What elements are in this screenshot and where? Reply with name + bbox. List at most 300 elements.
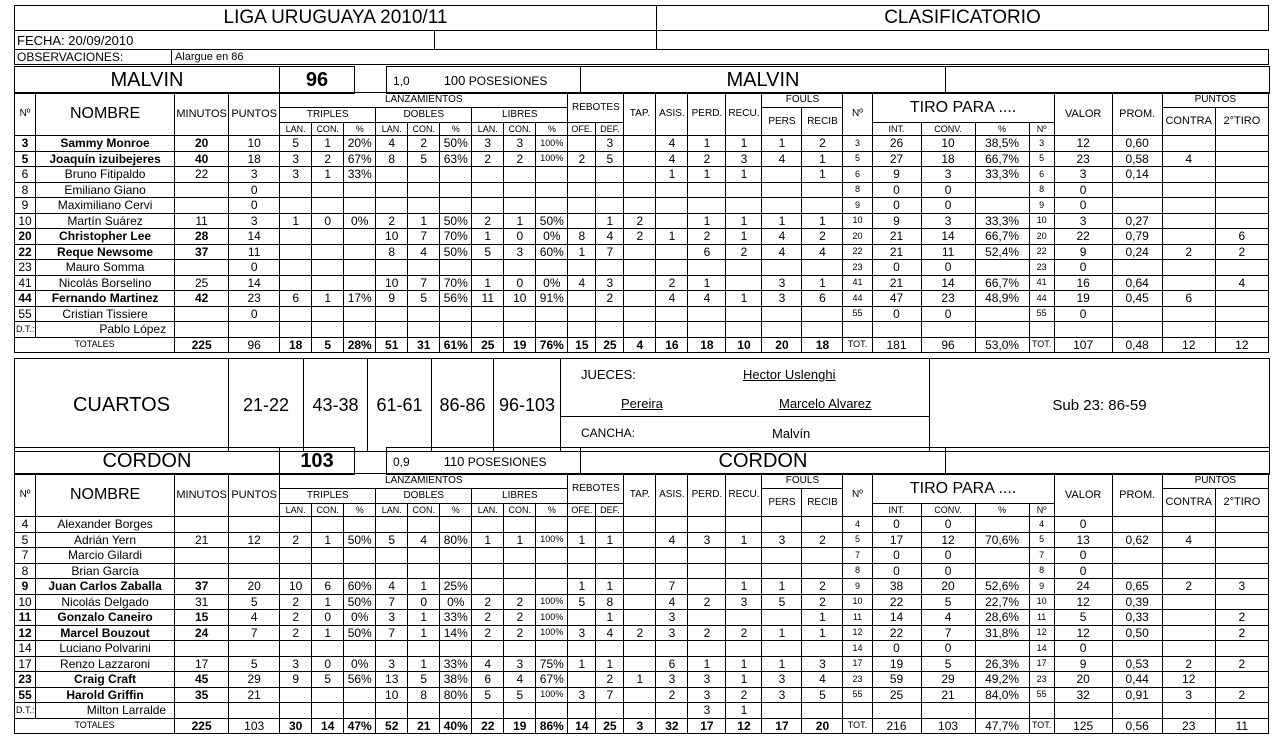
player-minutos: 37 [175,579,229,595]
tiro-total: 23 [1162,718,1215,734]
player-triples-pct: 67% [344,151,376,167]
player-valor: 3 [1054,167,1112,183]
player-nombre: Joaquín izuibejeres [36,151,175,167]
player-tap [624,517,656,533]
player-dobles-con: 1 [408,579,440,595]
player-fouls-recib: 1 [802,625,843,641]
player-row [15,291,1269,307]
player-asis: 2 [656,275,688,291]
tiro-total: 12 [1162,337,1215,353]
player-reb-ofe [568,182,596,198]
player-asis [656,182,688,198]
player-dobles-con [408,641,440,657]
player-nombre: Renzo Lazzaroni [36,656,175,672]
player-reb-ofe [568,260,596,276]
player-triples-lan [280,306,312,322]
player-tap [624,610,656,626]
player-nombre: Harold Griffin [36,687,175,703]
player-nombre: Gonzalo Caneiro [36,610,175,626]
player-tiro-pct: 33,3% [975,213,1029,229]
player-valor: 20 [1054,672,1112,688]
player-row [15,579,1269,595]
player-reb-def: 4 [596,229,624,245]
player-fouls-recib [802,260,843,276]
player-asis: 4 [656,136,688,152]
player-reb-def: 3 [596,136,624,152]
player-dobles-con [408,548,440,564]
player-segundo-tiro: 4 [1215,275,1268,291]
player-dobles-con [408,260,440,276]
player-puntos-contra [1162,563,1215,579]
player-libres-pct: 0% [536,229,568,245]
col-tiro-para: TIRO PARA .... [872,93,1054,123]
player-prom: 0,14 [1112,167,1162,183]
player-triples-pct [344,260,376,276]
player-tiro-int: 0 [872,260,921,276]
totals-row [15,718,1269,734]
player-prom: 0,62 [1112,532,1162,548]
player-minutos: 35 [175,687,229,703]
player-prom: 0,45 [1112,291,1162,307]
player-prom: 0,53 [1112,656,1162,672]
player-prom: 0,50 [1112,625,1162,641]
player-perd: 1 [688,136,726,152]
empty-cell [1215,322,1268,338]
empty-cell [843,322,872,338]
player-tiro-pct: 48,9% [975,291,1029,307]
quarter-score: 96-103 [494,359,561,452]
player-nombre: Craig Craft [36,672,175,688]
team-stats-table [14,92,1269,353]
player-tiro-pct: 66,7% [975,229,1029,245]
player-libres-con: 2 [504,625,536,641]
sub-pct: % [344,123,376,136]
player-tiro-conv: 29 [921,672,975,688]
player-dobles-con: 1 [408,656,440,672]
empty-cell [872,703,921,719]
player-libres-lan: 2 [472,625,504,641]
player-libres-pct: 67% [536,672,568,688]
coach-stat [568,703,596,719]
player-puntos: 3 [229,213,280,229]
player-recu: 1 [726,229,762,245]
player-dobles-lan: 9 [376,291,408,307]
player-reb-ofe [568,641,596,657]
player-perd [688,548,726,564]
player-libres-pct [536,260,568,276]
player-tiro-no: 4 [1029,517,1054,533]
coach-stat [175,322,229,338]
player-tiro-conv: 0 [921,260,975,276]
player-fouls-recib [802,306,843,322]
player-segundo-tiro [1215,182,1268,198]
total-libres-lan: 25 [472,337,504,353]
player-no: 3 [15,136,36,152]
total-fouls-pers: 20 [762,337,802,353]
player-recu [726,198,762,214]
player-row [15,563,1269,579]
player-tiro-conv: 4 [921,610,975,626]
col-tiro-para: TIRO PARA .... [872,474,1054,504]
player-prom [1112,563,1162,579]
player-minutos [175,641,229,657]
player-tiro-no: 9 [1029,198,1054,214]
player-tap [624,306,656,322]
col-puntos-extra: PUNTOS [1162,474,1268,489]
player-reb-def: 7 [596,244,624,260]
player-nombre: Reque Newsome [36,244,175,260]
coach-stat [344,322,376,338]
player-tiro-int: 59 [872,672,921,688]
player-tap: 2 [624,213,656,229]
player-tap [624,641,656,657]
col-fouls: FOULS [762,474,843,489]
player-puntos: 0 [229,198,280,214]
player-segundo-tiro [1215,136,1268,152]
total-triples-con: 14 [312,718,344,734]
player-nombre: Nicolás Delgado [36,594,175,610]
player-tap [624,579,656,595]
player-prom [1112,548,1162,564]
player-no: 5 [15,151,36,167]
player-tiro-no: 8 [1029,563,1054,579]
player-puntos-contra [1162,136,1215,152]
player-tiro-int: 0 [872,517,921,533]
empty-cell [975,703,1029,719]
player-triples-con [312,244,344,260]
player-dobles-pct: 14% [440,625,472,641]
player-fouls-pers: 3 [762,672,802,688]
player-libres-pct: 100% [536,687,568,703]
col-perd: PERD. [688,93,726,136]
player-fouls-recib: 1 [802,167,843,183]
player-valor: 16 [1054,275,1112,291]
player-no-right: 4 [843,517,872,533]
player-libres-con [504,182,536,198]
coach-stat [624,703,656,719]
player-perd: 2 [688,229,726,245]
sub-pct: % [344,504,376,517]
player-triples-con: 1 [312,136,344,152]
player-reb-def: 3 [596,275,624,291]
tiro-total: 12 [1215,337,1268,353]
tot-label: TOT. [843,718,872,734]
player-tiro-no: 14 [1029,641,1054,657]
match-date: FECHA: 20/09/2010 [14,30,435,50]
player-libres-con: 10 [504,291,536,307]
player-row [15,275,1269,291]
total-libres-con: 19 [504,337,536,353]
player-segundo-tiro: 2 [1215,610,1268,626]
player-segundo-tiro: 2 [1215,687,1268,703]
player-prom [1112,182,1162,198]
player-no: 22 [15,244,36,260]
player-puntos: 11 [229,244,280,260]
player-perd: 3 [688,672,726,688]
player-triples-pct [344,198,376,214]
player-triples-pct [344,182,376,198]
player-tap [624,532,656,548]
player-fouls-recib: 2 [802,229,843,245]
player-no: 17 [15,656,36,672]
player-triples-pct [344,306,376,322]
player-perd [688,182,726,198]
player-fouls-pers: 1 [762,136,802,152]
player-libres-con: 0 [504,275,536,291]
total-puntos: 103 [229,718,280,734]
total-triples-pct: 28% [344,337,376,353]
player-dobles-con: 8 [408,687,440,703]
player-puntos-contra [1162,229,1215,245]
player-triples-con [312,548,344,564]
player-triples-pct [344,517,376,533]
player-valor: 23 [1054,151,1112,167]
player-tiro-no: 44 [1029,291,1054,307]
player-dobles-lan: 10 [376,229,408,245]
player-tiro-int: 27 [872,151,921,167]
col-fouls: FOULS [762,93,843,108]
player-no: 8 [15,563,36,579]
player-fouls-recib [802,517,843,533]
player-minutos: 15 [175,610,229,626]
player-triples-con [312,687,344,703]
player-libres-con: 2 [504,594,536,610]
player-tiro-int: 22 [872,625,921,641]
sub-no: Nº [1029,504,1054,517]
player-libres-lan [472,548,504,564]
player-reb-def: 8 [596,594,624,610]
player-triples-lan: 6 [280,291,312,307]
player-triples-lan [280,517,312,533]
total-libres-lan: 22 [472,718,504,734]
player-tiro-pct [975,306,1029,322]
total-recu: 10 [726,337,762,353]
player-puntos-contra: 2 [1162,579,1215,595]
cancha-label: CANCHA: [581,426,636,440]
league-title: LIGA URUGUAYA 2010/11 [14,5,657,31]
player-dobles-lan: 3 [376,656,408,672]
player-libres-lan: 5 [472,687,504,703]
quarter-score: 21-22 [229,359,304,452]
player-fouls-pers [762,260,802,276]
player-nombre: Marcio Gilardi [36,548,175,564]
team-title-row [14,66,1270,94]
player-triples-con: 2 [312,151,344,167]
player-tap: 2 [624,229,656,245]
col-asis: ASIS. [656,474,688,517]
player-no-right: 55 [843,687,872,703]
player-dobles-lan [376,548,408,564]
player-libres-lan: 11 [472,291,504,307]
player-tiro-int: 0 [872,548,921,564]
player-libres-pct [536,306,568,322]
player-valor: 9 [1054,244,1112,260]
sub-ofe: OFE. [568,123,596,136]
player-libres-pct: 100% [536,151,568,167]
player-segundo-tiro [1215,641,1268,657]
coach-stat [312,703,344,719]
phase-title: CLASIFICATORIO [656,5,1269,31]
player-minutos [175,198,229,214]
player-prom: 0,58 [1112,151,1162,167]
player-no-right: 17 [843,656,872,672]
player-tiro-pct: 52,6% [975,579,1029,595]
player-libres-con: 3 [504,656,536,672]
quarter-score: 61-61 [368,359,432,452]
player-triples-con [312,260,344,276]
player-libres-pct [536,641,568,657]
player-fouls-pers: 1 [762,579,802,595]
player-reb-def [596,548,624,564]
player-reb-def: 1 [596,656,624,672]
team-title-row [14,447,1270,475]
player-valor: 12 [1054,625,1112,641]
sub-int: INT. [872,504,921,517]
player-no-right: 8 [843,182,872,198]
middle-block [14,358,1270,452]
player-minutos [175,548,229,564]
player-no-right: 8 [843,563,872,579]
col-nombre: NOMBRE [36,93,175,136]
sub-pct: % [440,123,472,136]
col-lanzamientos: LANZAMIENTOS [280,474,568,489]
player-segundo-tiro [1215,594,1268,610]
player-triples-con: 1 [312,167,344,183]
player-puntos-contra: 2 [1162,244,1215,260]
player-tiro-no: 10 [1029,213,1054,229]
player-segundo-tiro [1215,213,1268,229]
player-no-right: 23 [843,260,872,276]
player-libres-pct: 60% [536,244,568,260]
player-dobles-lan [376,167,408,183]
player-triples-lan [280,229,312,245]
coach-stat [376,322,408,338]
player-libres-con: 1 [504,532,536,548]
player-tiro-pct [975,260,1029,276]
player-puntos: 0 [229,306,280,322]
player-dobles-lan [376,260,408,276]
sub-conv: CONV. [921,123,975,136]
player-valor: 24 [1054,579,1112,595]
player-libres-pct [536,517,568,533]
player-tiro-pct: 22,7% [975,594,1029,610]
player-fouls-pers: 3 [762,291,802,307]
player-libres-con: 1 [504,213,536,229]
total-tap: 3 [624,718,656,734]
coach-stat [596,322,624,338]
player-minutos: 17 [175,656,229,672]
player-row [15,213,1269,229]
player-reb-def: 1 [596,579,624,595]
player-reb-ofe [568,136,596,152]
player-libres-pct [536,579,568,595]
player-libres-lan: 3 [472,136,504,152]
player-tiro-conv: 0 [921,182,975,198]
total-asis: 32 [656,718,688,734]
player-dobles-pct: 56% [440,291,472,307]
player-dobles-pct [440,641,472,657]
player-prom: 0,24 [1112,244,1162,260]
col-dobles: DOBLES [376,108,472,123]
total-minutos: 225 [175,718,229,734]
player-asis: 3 [656,625,688,641]
player-prom: 0,39 [1112,594,1162,610]
player-triples-lan: 2 [280,594,312,610]
player-reb-def: 2 [596,672,624,688]
player-asis: 2 [656,687,688,703]
player-reb-ofe: 1 [568,656,596,672]
observations-value: Alargue en 86 [171,49,1269,65]
player-puntos: 21 [229,687,280,703]
col-minutos: MINUTOS [175,93,229,136]
player-prom [1112,198,1162,214]
player-dobles-con [408,563,440,579]
player-no-right: 22 [843,244,872,260]
player-tap [624,548,656,564]
player-minutos: 24 [175,625,229,641]
player-minutos: 21 [175,532,229,548]
cuartos-label: CUARTOS [15,359,229,452]
total-libres-con: 19 [504,718,536,734]
player-libres-lan: 2 [472,151,504,167]
player-fouls-pers: 1 [762,213,802,229]
player-reb-ofe: 3 [568,687,596,703]
player-recu: 1 [726,213,762,229]
player-libres-lan: 1 [472,275,504,291]
player-recu [726,641,762,657]
player-tiro-conv: 18 [921,151,975,167]
player-triples-pct [344,275,376,291]
col-tap: TAP. [624,93,656,136]
player-perd [688,610,726,626]
player-reb-def [596,563,624,579]
team-name-right: CORDON [581,448,946,475]
player-fouls-recib: 5 [802,687,843,703]
quarter-score: 43-38 [304,359,368,452]
player-no: 41 [15,275,36,291]
player-segundo-tiro [1215,672,1268,688]
col-recu: RECU. [726,474,762,517]
player-dobles-con: 7 [408,275,440,291]
player-tiro-no: 41 [1029,275,1054,291]
player-prom [1112,517,1162,533]
player-fouls-pers [762,306,802,322]
player-segundo-tiro [1215,151,1268,167]
player-row [15,136,1269,152]
player-puntos-contra: 12 [1162,672,1215,688]
player-tiro-int: 22 [872,594,921,610]
player-segundo-tiro [1215,260,1268,276]
total-triples-pct: 47% [344,718,376,734]
player-row [15,672,1269,688]
player-perd [688,517,726,533]
col-recib: RECIB [802,108,843,136]
player-no: 23 [15,672,36,688]
player-no-right: 5 [843,532,872,548]
col-libres: LIBRES [472,489,568,504]
player-libres-pct: 75% [536,656,568,672]
team-name: MALVIN [15,67,280,94]
player-segundo-tiro: 2 [1215,656,1268,672]
player-fouls-pers [762,563,802,579]
player-dobles-con: 4 [408,532,440,548]
player-libres-con [504,517,536,533]
total-reb-ofe: 14 [568,718,596,734]
sub-lan: LAN. [472,504,504,517]
player-triples-con: 5 [312,672,344,688]
player-triples-lan: 3 [280,656,312,672]
player-prom: 0,65 [1112,579,1162,595]
